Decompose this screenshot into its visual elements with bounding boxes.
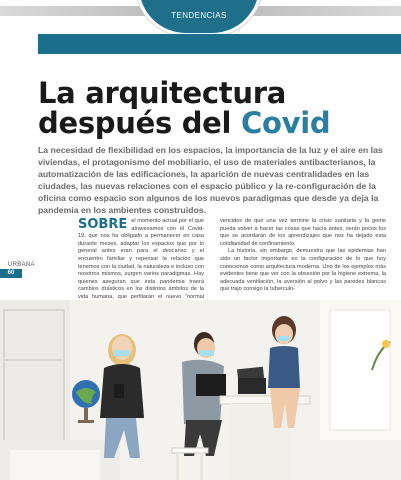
header-rule-left [0,6,150,16]
page-number: 60 [0,269,22,278]
header-rule-right [252,6,401,16]
section-tab-label: TENDENCIAS [171,11,227,20]
header-color-band [38,34,401,54]
photo-illustration [0,300,401,480]
margin-section-label: URBANA [8,262,35,268]
section-tab [136,0,262,36]
body-column-1-text: el momento actual por el que atravesamos con el Covid-19, que nos ha obligado a permanecer en casa durante meses, adaptar los espacios que por lo general antes eran para el descanso y el encuentro familiar y repensar la relación que tenemos con la ciudad, la naturaleza e incluso con nosotros mismos, surgen varios paradigmas. Hay quienes aseguran que esta pandemia traerá cambios drásticos en los distintos ámbitos de la vida humana, que perfilarán el nuevo “normal [78,218,204,300]
title-accent-word: Covid [240,106,331,140]
body-column-2 [220,218,386,294]
family-home-photo [0,300,401,480]
article-lead: La necesidad de flexibilidad en los espacios, la importancia de la luz y el aire en las viviendas, el protagonismo del mobiliario, el uso de materiales antibacterianos, la automatización de las edificaciones, la aparición de nuevas centralidades en las ciudades, las nuevas relaciones con el espacio público y la re-configuración de la oficina como espacio son algunos de los nuevos paradigmas que desde ya deja la pandemia en los ambientes construidos. [38,145,383,215]
title-line-1: La arquitectura [38,76,286,110]
title-line-2-prefix: después del [38,106,241,140]
article-title [38,78,398,138]
body-column-2-paragraph-1: vencidos de que una vez termine la crisis sanitaria y la gente pueda volver a hacer las cosas que hacía antes, serán pocos los que se acordarán de los aprendizajes que nos ha dejado esta cotidianidad de confinamiento. [220,218,386,247]
dropcap-word: SOBRE [78,217,128,232]
body-column-2-paragraph-2: La historia, sin embargo, demuestra que las epidemias han sido un factor importante en la configuración de lo que hoy conocemos como arquitectura moderna. Uno de los ejemplos más evidentes tiene que ver con la obsesión por la higiene extrema, la adecuada ventilación, la aversión al polvo y las paredes blancas que trajo consigo la tuberculo- [220,248,386,293]
